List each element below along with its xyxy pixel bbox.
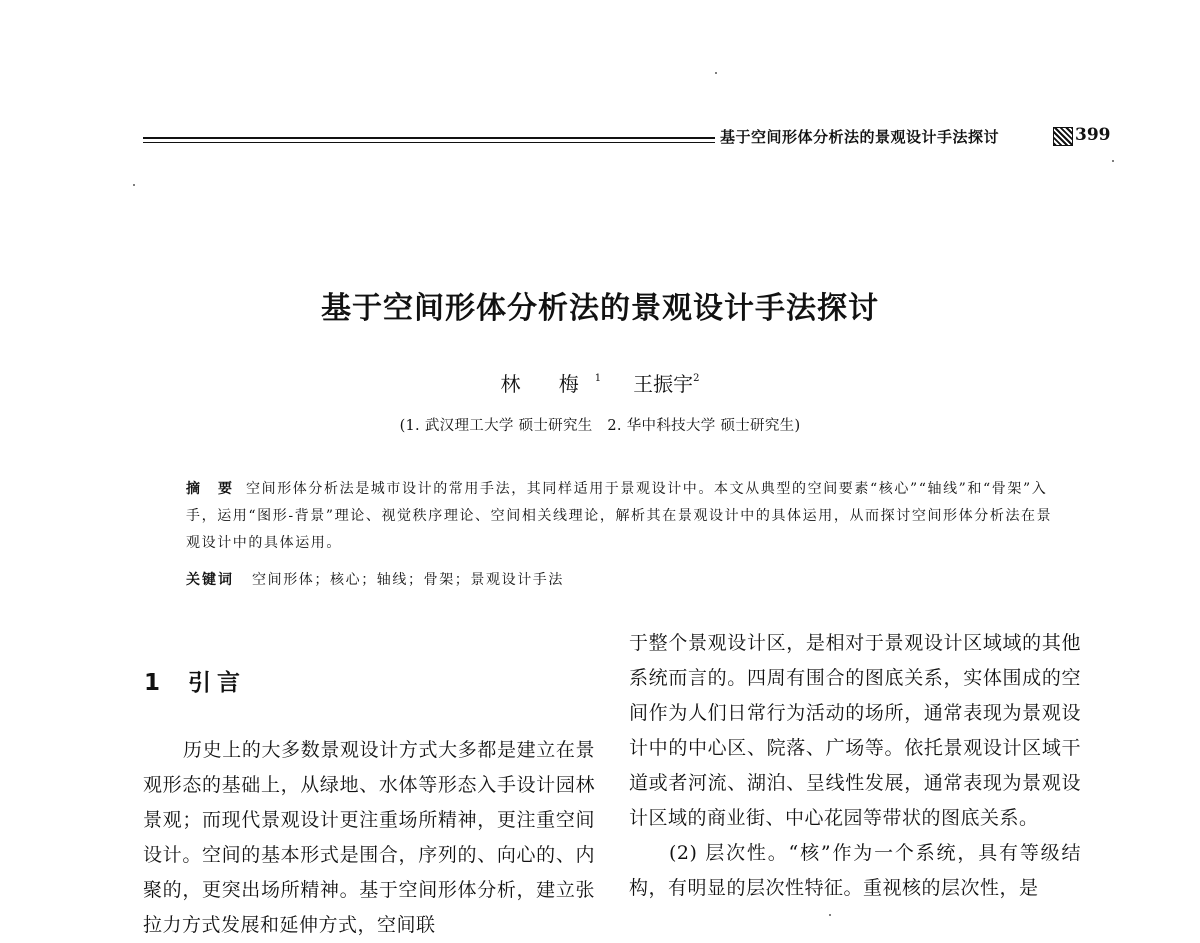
left-column <box>143 733 595 943</box>
scan-speck <box>829 914 831 916</box>
section-title: 引言 <box>188 670 246 696</box>
abstract-label: 摘 要 <box>186 481 234 497</box>
decorative-square-icon <box>1053 127 1073 146</box>
right-paragraph-1: 于整个景观设计区，是相对于景观设计区域域的其他系统而言的。四周有围合的图底关系，实体围成的空间作为人们日常行为活动的场所，通常表现为景观设计中的中心区、院落、广场等。依托景观设计区域干道或者河流、湖泊、呈线性发展，通常表现为景观设计区域的商业街、中心花园等带状的图底关系。 <box>629 632 1081 829</box>
author-1 <box>500 368 601 397</box>
header-rule <box>143 137 715 139</box>
keywords-label: 关键词 <box>186 572 234 588</box>
abstract-text: 空间形体分析法是城市设计的常用手法，其同样适用于景观设计中。本文从典型的空间要素“核心”“轴线”和“骨架”入手，运用“图形-背景”理论、视觉秩序理论、空间相关线理论，解析其在景观设计中的具体运用，从而探讨空间形体分析法在景观设计中的具体运用。 <box>186 481 1053 551</box>
author-line <box>0 368 1200 397</box>
right-column <box>629 626 1081 906</box>
scan-speck <box>133 184 135 186</box>
author-1-name: 林 梅 <box>500 372 595 396</box>
abstract <box>186 476 1054 557</box>
author-2-affiliation-mark: 2 <box>693 373 700 385</box>
intro-paragraph: 历史上的大多数景观设计方式大多都是建立在景观形态的基础上，从绿地、水体等形态入手设计园林景观；而现代景观设计更注重场所精神，更注重空间设计。空间的基本形式是围合，序列的、向心的、内聚的，更突出场所精神。基于空间形体分析，建立张拉力方式发展和延伸方式，空间联 <box>143 739 595 936</box>
article-title: 基于空间形体分析法的景观设计手法探讨 <box>321 291 879 326</box>
author-2-name: 王振宇 <box>633 372 694 396</box>
scan-speck <box>715 72 717 74</box>
section-number: 1 <box>144 670 161 696</box>
keywords <box>186 569 1054 591</box>
section-heading <box>144 664 246 697</box>
keywords-text: 空间形体；核心；轴线；骨架；景观设计手法 <box>252 572 564 588</box>
scan-speck <box>1112 160 1114 162</box>
page-number: 399 <box>1075 125 1111 145</box>
author-2 <box>633 368 699 397</box>
header-rule-thin <box>143 142 715 143</box>
author-1-affiliation-mark: 1 <box>594 373 602 385</box>
affiliation: (1. 武汉理工大学 硕士研究生 2. 华中科技大学 硕士研究生) <box>399 418 801 434</box>
right-paragraph-2: (2) 层次性。“核”作为一个系统，具有等级结构，有明显的层次性特征。重视核的层次性，是 <box>629 842 1081 899</box>
running-header-title: 基于空间形体分析法的景观设计手法探讨 <box>720 128 1000 146</box>
